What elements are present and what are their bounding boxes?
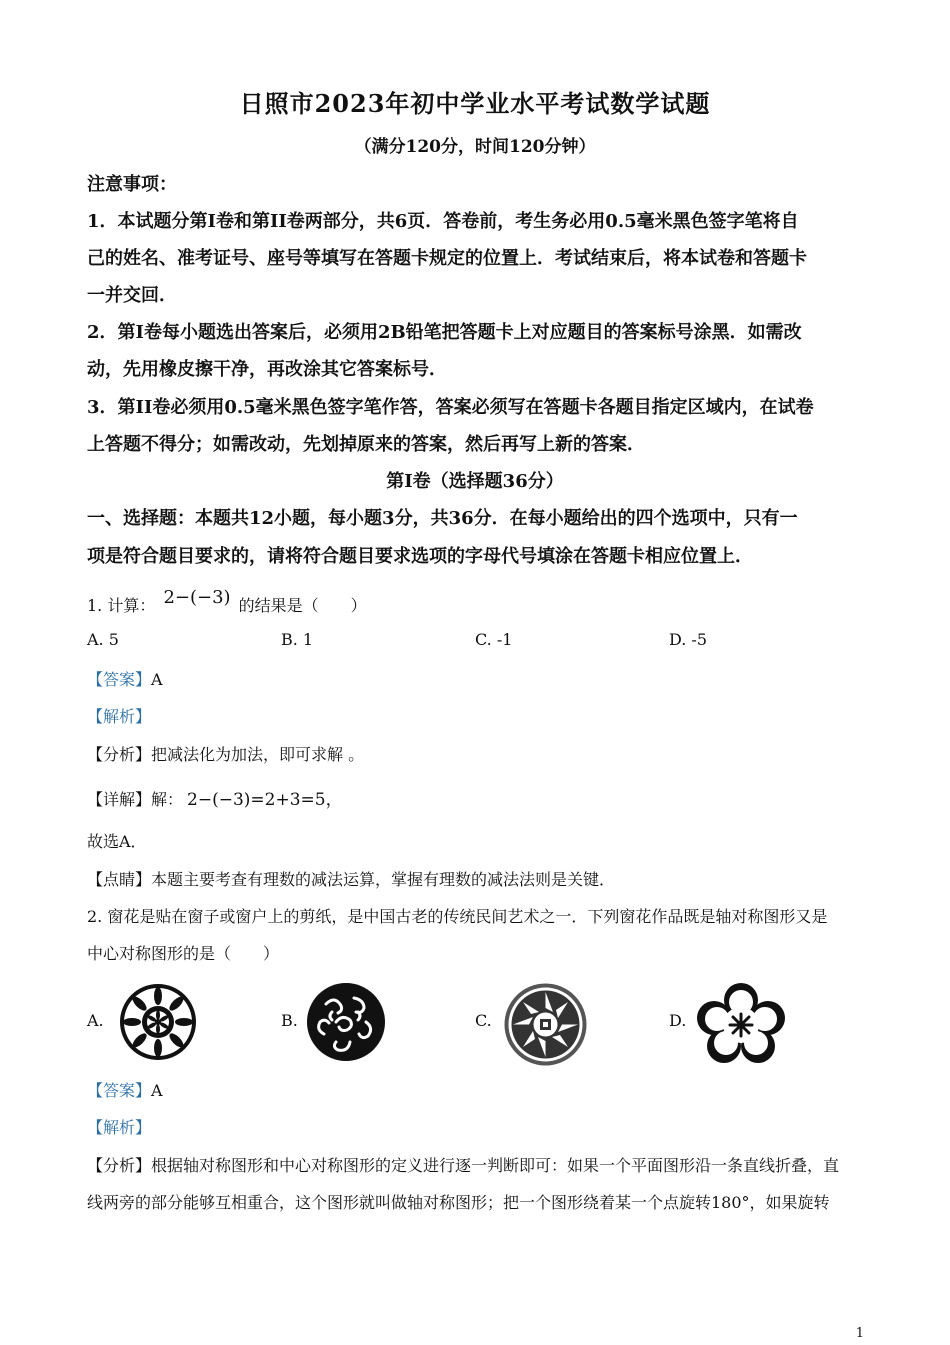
q1-option-b: B. 1 [281, 630, 314, 649]
q2-stem-line: 2. 窗花是贴在窗子或窗户上的剪纸，是中国古老的传统民间艺术之一．下列窗花作品既是轴对称图形又是 [87, 907, 828, 926]
q2-option-c-label: C. [475, 1011, 492, 1030]
paper-cut-a-image [118, 982, 198, 1062]
q1-detail [87, 785, 343, 810]
q1-choose: 故选A． [87, 832, 147, 851]
q2-stem-line: 中心对称图形的是（ ） [87, 944, 280, 963]
q2-fenxi-line: 线两旁的部分能够互相重合，这个图形就叫做轴对称图形；把一个图形绕着某一个点旋转180°，如果旋转 [87, 1193, 830, 1212]
q1-option-d: D. -5 [669, 630, 708, 649]
section-intro: 一、选择题：本题共12小题，每小题3分，共36分．在每小题给出的四个选项中，只有一 [87, 508, 798, 529]
paper-cut-d-image [696, 982, 786, 1064]
q1-answer [87, 667, 163, 690]
notice-line: 1．本试题分第I卷和第II卷两部分，共6页．答卷前，考生务必用0.5毫米黑色签字笔将自 [87, 211, 799, 232]
q2-option-d-label: D. [669, 1011, 687, 1030]
q1-option-c: C. -1 [475, 630, 513, 649]
fenxi-tag: 【分析】 [87, 745, 152, 764]
q1-prefix: 1. 计算： [87, 596, 156, 615]
fenxi-text: 把减法化为加法，即可求解 。 [151, 745, 365, 764]
answer-value: A [151, 1081, 163, 1100]
fenxi-tag: 【分析】 [87, 1156, 152, 1175]
dianjing-text: 本题主要考查有理数的减法运算，掌握有理数的减法法则是关键． [151, 870, 616, 889]
q1-fenxi [87, 742, 364, 765]
paper-cut-c-image [503, 982, 588, 1067]
page-number: 1 [855, 1326, 864, 1341]
notice-heading: 注意事项： [87, 174, 177, 195]
paper-subtitle: （满分120分，时间120分钟） [354, 137, 596, 157]
answer-tag: 【答案】 [87, 1081, 152, 1100]
notice-line: 动，先用橡皮擦干净，再改涂其它答案标号． [87, 359, 447, 380]
detail-expr: 2−(−3)=2+3=5， [187, 790, 343, 810]
q1-suffix: 的结果是（ ） [238, 596, 367, 615]
q2-fenxi-line [87, 1153, 839, 1176]
notice-line: 上答题不得分；如需改动，先划掉原来的答案，然后再写上新的答案． [87, 434, 645, 455]
detail-pre: 解： [151, 790, 184, 809]
notice-line: 2．第I卷每小题选出答案后，必须用2B铅笔把答题卡上对应题目的答案标号涂黑．如需改 [87, 322, 802, 343]
q1-option-a: A. 5 [87, 630, 119, 649]
q2-option-a-label: A. [87, 1011, 104, 1030]
dianjing-tag: 【点睛】 [87, 870, 152, 889]
detail-tag: 【详解】 [87, 790, 152, 809]
section-intro: 项是符合题目要求的，请将符合题目要求选项的字母代号填涂在答题卡相应位置上． [87, 546, 753, 567]
notice-line: 一并交回． [87, 285, 177, 306]
q1-dianjing [87, 867, 615, 890]
notice-line: 3．第II卷必须用0.5毫米黑色签字笔作答，答案必须写在答题卡各题目指定区域内，在试卷 [87, 397, 814, 418]
analysis-tag: 【解析】 [87, 1118, 152, 1137]
answer-value: A [151, 670, 163, 689]
notice-line: 己的姓名、准考证号、座号等填写在答题卡规定的位置上．考试结束后，将本试卷和答题卡 [87, 248, 807, 269]
q1-expr: 2−(−3) [163, 587, 231, 608]
answer-tag: 【答案】 [87, 670, 152, 689]
section-heading: 第I卷（选择题36分） [386, 471, 564, 492]
q2-answer [87, 1078, 163, 1101]
paper-title: 日照市2023年初中学业水平考试数学试题 [239, 89, 711, 118]
q2-option-b-label: B. [281, 1011, 298, 1030]
analysis-tag: 【解析】 [87, 707, 152, 726]
paper-cut-b-image [306, 982, 386, 1062]
fenxi-text: 根据轴对称图形和中心对称图形的定义进行逐一判断即可：如果一个平面图形沿一条直线折叠，直 [151, 1156, 840, 1175]
q1-stem [87, 587, 367, 616]
